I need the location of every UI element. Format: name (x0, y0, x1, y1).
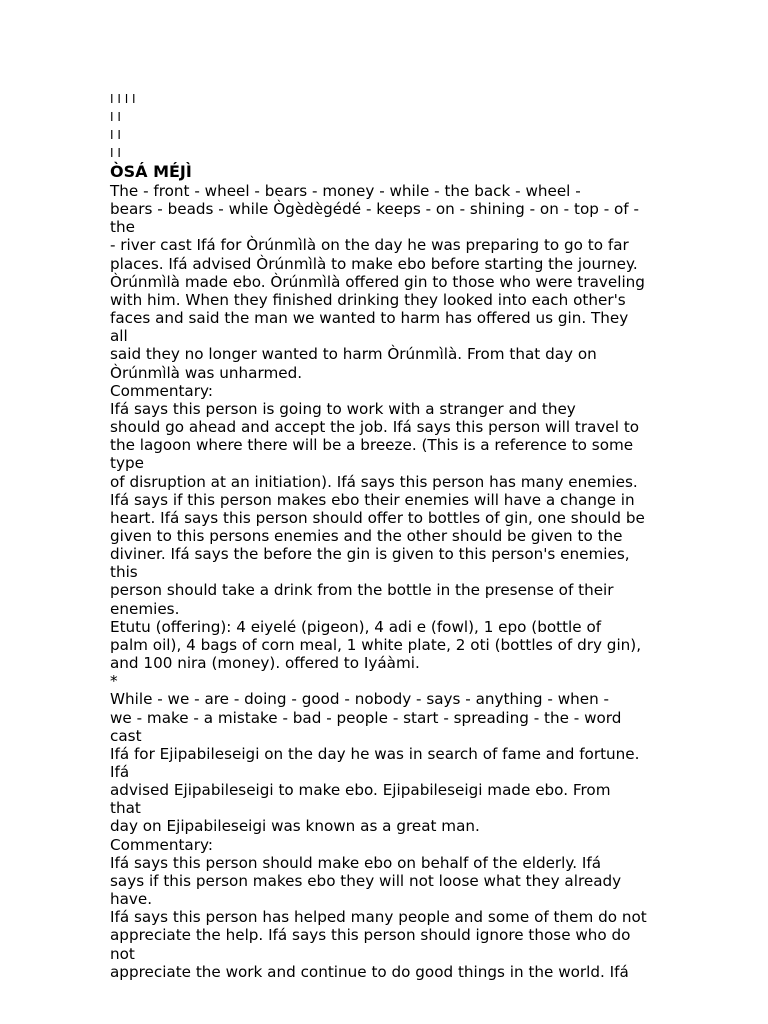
text-line: * (110, 672, 118, 691)
text-line: Ifá says if this person makes ebo their enemies will have a change in (110, 490, 635, 509)
text-line: have. (110, 890, 153, 909)
text-line: heart. Ifá says this person should offer to bottles of gin, one should be (110, 508, 645, 527)
text-line: Etutu (offering): 4 eiyelé (pigeon), 4 adi e (fowl), 1 epo (bottle of (110, 617, 602, 636)
text-line: all (110, 327, 128, 346)
text-line: The - front - wheel - bears - money - while - the back - wheel - (110, 182, 581, 200)
text-line: Ifá says this person is going to work with a stranger and they (110, 399, 576, 418)
text-line: bears - beads - while Ògèdègédé - keeps - on - shining - on - top - of - (110, 200, 639, 219)
text-line: and 100 nira (money). offered to Iyáàmi. (110, 654, 420, 673)
text-line: not (110, 944, 135, 963)
text-line: enemies. (110, 599, 180, 618)
text-line: with him. When they finished drinking they looked into each other's (110, 290, 626, 309)
text-line: this (110, 563, 138, 582)
text-line: Commentary: (110, 835, 213, 854)
text-line: the (110, 218, 135, 237)
text-line: person should take a drink from the bottle in the presense of their (110, 581, 614, 600)
mark-line: I I I I (110, 92, 136, 106)
text-line: Commentary: (110, 381, 213, 400)
text-line: While - we - are - doing - good - nobody - says - anything - when - (110, 690, 610, 709)
text-line: Ifá says this person should make ebo on behalf of the elderly. Ifá (110, 853, 602, 872)
text-line: the lagoon where there will be a breeze. (This is a reference to some (110, 436, 634, 455)
text-line: appreciate the work and continue to do good things in the world. Ifá (110, 962, 629, 981)
odu-mark-lines (110, 90, 670, 162)
text-line: that (110, 799, 141, 818)
document-title: ÒSÁ MÉJÌ (110, 162, 192, 181)
text-line: advised Ejipabileseigi to make ebo. Ejipabileseigi made ebo. From (110, 781, 611, 800)
document-page (110, 90, 670, 981)
text-line: of disruption at an initiation). Ifá says this person has many enemies. (110, 472, 638, 491)
text-line: places. Ifá advised Òrúnmìlà to make ebo before starting the journey. (110, 254, 638, 273)
text-line: faces and said the man we wanted to harm has offered us gin. They (110, 309, 629, 328)
text-line: cast (110, 726, 142, 745)
text-line: given to this persons enemies and the other should be given to the (110, 526, 623, 545)
mark-line: I I (110, 146, 121, 160)
text-line: appreciate the help. Ifá says this person should ignore those who do (110, 926, 631, 945)
mark-line: I I (110, 110, 121, 124)
text-line: day on Ejipabileseigi was known as a great man. (110, 817, 480, 836)
text-line: should go ahead and accept the job. Ifá says this person will travel to (110, 418, 640, 437)
text-line: Ifá says this person has helped many people and some of them do not (110, 908, 647, 927)
text-line: Ifá (110, 763, 130, 781)
text-line: Òrúnmìlà made ebo. Òrúnmìlà offered gin to those who were traveling (110, 272, 645, 291)
text-line: we - make - a mistake - bad - people - start - spreading - the - word (110, 708, 622, 727)
text-line: palm oil), 4 bags of corn meal, 1 white plate, 2 oti (bottles of dry gin), (110, 635, 642, 654)
text-line: - river cast Ifá for Òrúnmìlà on the day he was preparing to go to far (110, 236, 629, 255)
document-body (110, 182, 670, 981)
mark-line: I I (110, 128, 121, 142)
text-line: says if this person makes ebo they will not loose what they already (110, 871, 622, 890)
text-line: Òrúnmìlà was unharmed. (110, 363, 303, 382)
text-line: type (110, 454, 144, 473)
text-line: diviner. Ifá says the before the gin is given to this person's enemies, (110, 545, 630, 564)
text-line: said they no longer wanted to harm Òrúnmìlà. From that day on (110, 345, 597, 364)
text-line: Ifá for Ejipabileseigi on the day he was in search of fame and fortune. (110, 744, 640, 763)
